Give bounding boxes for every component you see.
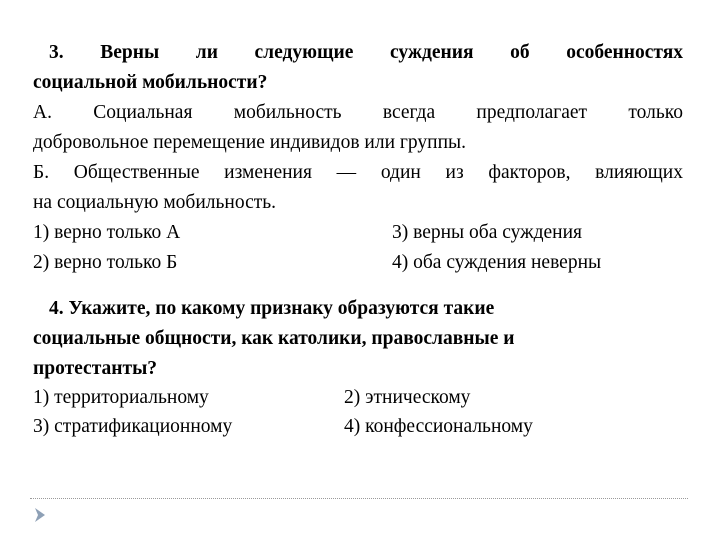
statement-a-line-1: А. Социальная мобильность всегда предполагает только [33,102,683,123]
question-4-title-line-3: протестанты? [33,358,158,379]
chevron-right-icon [33,507,47,523]
question-4-option-3: 3) стратификационному [33,416,233,437]
question-3-option-1: 1) верно только А [33,222,181,243]
footer-divider [30,498,688,499]
question-3-option-2: 2) верно только Б [33,252,178,273]
question-4-title-line-1: 4. Укажите, по какому признаку образуются такие [49,298,495,319]
question-4-option-1: 1) территориальному [33,387,209,408]
statement-b-line-2: на социальную мобильность. [33,192,277,213]
question-3-option-4: 4) оба суждения неверны [392,252,602,273]
question-3-title-line-2: социальной мобильности? [33,72,268,93]
statement-b-line-1: Б. Общественные изменения — один из факторов, влияющих [33,162,683,183]
question-4-option-4: 4) конфессиональному [344,416,533,437]
question-3-title-text: 3. Верны ли следующие суждения об особенностях [49,42,683,63]
question-4-title-line-2: социальные общности, как католики, православные и [33,328,515,349]
question-3-option-3: 3) верны оба суждения [392,222,583,243]
statement-a-line-2: добровольное перемещение индивидов или группы. [33,132,466,153]
question-3-title-line-1 [33,38,683,68]
question-4-option-2: 2) этническому [344,387,471,408]
